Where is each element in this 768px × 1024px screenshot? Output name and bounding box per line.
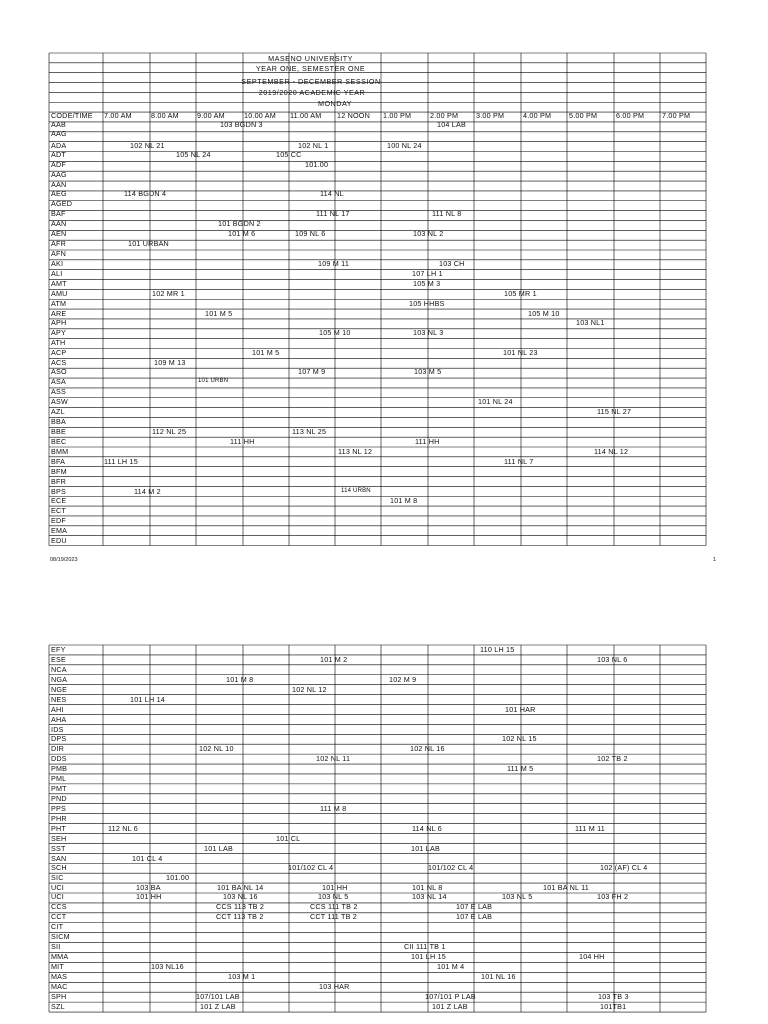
course-code: ACS — [51, 358, 67, 367]
schedule-entry: 110 LH 15 — [480, 645, 515, 654]
schedule-entry: 111 M 5 — [507, 764, 534, 773]
schedule-entry: CCS 111 TB 2 — [310, 902, 358, 911]
course-code: EFY — [51, 645, 66, 654]
schedule-entry: 102 NL 12 — [292, 685, 327, 694]
schedule-entry: 103 NL 5 — [318, 892, 349, 901]
schedule-entry: 103 NL16 — [151, 962, 184, 971]
schedule-entry: 107/101 LAB — [196, 992, 240, 1001]
schedule-entry: 101 LAB — [204, 844, 233, 853]
schedule-entry: 103 M 5 — [414, 367, 442, 376]
schedule-entry: 101 CL 4 — [132, 854, 163, 863]
course-code: AKI — [51, 259, 64, 268]
course-code: AAN — [51, 180, 67, 189]
course-code: AFN — [51, 249, 66, 258]
course-code: BFM — [51, 467, 67, 476]
course-code: CIT — [51, 922, 64, 931]
schedule-entry: 102 NL 16 — [410, 744, 445, 753]
course-code: DPS — [51, 734, 67, 743]
course-code: APH — [51, 318, 67, 327]
schedule-entry: 105 M 3 — [413, 279, 441, 288]
header-10am: 10.00 AM — [244, 111, 276, 120]
course-code: ECT — [51, 506, 66, 515]
header-8am: 8.00 AM — [151, 111, 179, 120]
schedule-entry: 101 URBAN — [128, 239, 169, 248]
schedule-entry: 111 HH — [415, 437, 440, 446]
schedule-entry: 111 HH — [230, 437, 255, 446]
schedule-entry: 102 NL 21 — [130, 141, 165, 150]
course-code: PPS — [51, 804, 66, 813]
session-title: SEPTEMBER - DECEMBER SESSION — [241, 77, 381, 86]
page-number: 1 — [713, 557, 717, 563]
course-code: DIR — [51, 744, 64, 753]
schedule-entry: 101.00 — [305, 160, 329, 169]
schedule-entry: 107 LH 1 — [412, 269, 443, 278]
course-code: AHA — [51, 715, 67, 724]
schedule-entry: 103 BA — [136, 883, 161, 892]
schedule-entry: 103 FH 2 — [597, 892, 629, 901]
course-code: NGE — [51, 685, 68, 694]
course-code: ALI — [51, 269, 63, 278]
schedule-entry: 101TB1 — [600, 1002, 627, 1011]
schedule-entry: 105 M 10 — [319, 328, 351, 337]
schedule-entry: 101.00 — [166, 873, 190, 882]
schedule-entry: 101 M 2 — [320, 655, 348, 664]
schedule-entry: 101 BA NL 11 — [543, 883, 589, 892]
course-code: PHT — [51, 824, 66, 833]
schedule-entry: 103 NL 6 — [597, 655, 628, 664]
course-code: CCS — [51, 902, 67, 911]
schedule-entry: 103 NL 5 — [502, 892, 533, 901]
course-code: BBA — [51, 417, 66, 426]
course-code: APY — [51, 328, 66, 337]
schedule-entry: 113 NL 12 — [338, 447, 373, 456]
schedule-entry: 105 MR 1 — [504, 289, 537, 298]
schedule-entry: 101 M 5 — [252, 348, 280, 357]
schedule-entry: 101 LH 14 — [130, 695, 165, 704]
course-code: SST — [51, 844, 66, 853]
schedule-entry: 101 M 8 — [226, 675, 254, 684]
course-code: AAB — [51, 120, 66, 129]
course-code: BFA — [51, 457, 66, 466]
schedule-entry: 114 M 2 — [134, 487, 161, 496]
schedule-entry: 101 Z LAB — [200, 1002, 236, 1011]
course-code: NGA — [51, 675, 68, 684]
schedule-entry: 114 URBN — [341, 488, 371, 494]
header-11am: 11.00 AM — [290, 111, 322, 120]
header-7am: 7.00 AM — [104, 111, 132, 120]
schedule-entry: CCS 113 TB 2 — [216, 902, 265, 911]
course-code: SEH — [51, 834, 67, 843]
schedule-entry: 101 NL 24 — [478, 397, 513, 406]
course-code: UCI — [51, 883, 64, 892]
schedule-entry: 107 E LAB — [456, 902, 493, 911]
header-5pm: 5.00 PM — [569, 111, 598, 120]
academic-year-title: 2019/2020 ACADEMIC YEAR — [258, 88, 366, 97]
header-3pm: 3.00 PM — [476, 111, 505, 120]
schedule-entry: 111 NL 17 — [316, 209, 350, 218]
schedule-entry: 100 NL 24 — [387, 141, 422, 150]
schedule-entry: 103 HAR — [319, 982, 350, 991]
course-code: AMT — [51, 279, 67, 288]
schedule-entry: 101 M 4 — [437, 962, 465, 971]
course-code: AEN — [51, 229, 67, 238]
course-code: ECE — [51, 496, 67, 505]
schedule-entry: 103 NL 3 — [413, 328, 444, 337]
university-title: MASENO UNIVERSITY — [268, 54, 353, 63]
schedule-entry: 103 NL 16 — [223, 892, 258, 901]
schedule-entry: 111 NL 7 — [504, 457, 534, 466]
schedule-entry: 114 NL 12 — [594, 447, 629, 456]
course-code: SPH — [51, 992, 67, 1001]
course-code: PHR — [51, 814, 67, 823]
schedule-entry: 101 URBN — [198, 378, 229, 384]
course-code: ASA — [51, 377, 66, 386]
schedule-entry: 101 LH 15 — [411, 952, 446, 961]
course-code: BBE — [51, 427, 66, 436]
schedule-entry: 109 M 11 — [318, 259, 350, 268]
course-code: SZL — [51, 1002, 65, 1011]
schedule-entry: 103 TB 3 — [598, 992, 629, 1001]
course-code: CCT — [51, 912, 67, 921]
schedule-entry: 115 NL 27 — [597, 407, 632, 416]
schedule-entry: 104 HH — [579, 952, 605, 961]
schedule-entry: 102 NL 15 — [502, 734, 537, 743]
header-7pm: 7.00 PM — [662, 111, 691, 120]
course-code: AEG — [51, 189, 67, 198]
header-code-time: CODE/TIME — [51, 111, 93, 120]
schedule-entry: 101/102 CL 4 — [428, 863, 474, 872]
course-code: ESE — [51, 655, 66, 664]
course-code: BAF — [51, 209, 66, 218]
schedule-entry: 101 CL — [276, 834, 301, 843]
schedule-entry: 101 LAB — [411, 844, 440, 853]
schedule-entry: 114 NL 6 — [412, 824, 442, 833]
schedule-entry: 101 BA NL 14 — [217, 883, 264, 892]
course-code: NCA — [51, 665, 67, 674]
course-code: NES — [51, 695, 67, 704]
schedule-entry: CII 111 TB 1 — [404, 942, 446, 951]
course-code: AGED — [51, 199, 73, 208]
year-semester-title: YEAR ONE, SEMESTER ONE — [255, 64, 366, 73]
header-4pm: 4.00 PM — [523, 111, 552, 120]
course-code: BFR — [51, 477, 66, 486]
schedule-entry: 111 NL 8 — [432, 209, 462, 218]
course-code: ADT — [51, 150, 66, 159]
schedule-entry: 114 BGDN 4 — [124, 189, 167, 198]
course-code: PMT — [51, 784, 67, 793]
schedule-entry: 103 NL1 — [576, 318, 605, 327]
schedule-entry: 105 M 10 — [528, 309, 560, 318]
schedule-entry: 102 NL 1 — [298, 141, 329, 150]
schedule-entry: 102 (AF) CL 4 — [600, 863, 648, 872]
course-code: SII — [51, 942, 61, 951]
schedule-entry: 111 M 8 — [320, 804, 347, 813]
schedule-entry: 109 M 13 — [154, 358, 186, 367]
course-code: ASO — [51, 367, 67, 376]
course-code: SICM — [51, 932, 70, 941]
course-code: AMU — [51, 289, 68, 298]
course-code: ADA — [51, 141, 67, 150]
footer-date: 08/19/2023 — [50, 557, 78, 563]
course-code: PML — [51, 774, 67, 783]
course-code: MAS — [51, 972, 68, 981]
schedule-entry: 102 M 9 — [389, 675, 417, 684]
schedule-entry: 114 NL — [320, 189, 344, 198]
day-title: MONDAY — [317, 99, 352, 108]
course-code: BMM — [51, 447, 69, 456]
course-code: SCH — [51, 863, 67, 872]
schedule-entry: 103 BGDN 3 — [220, 120, 263, 129]
course-code: ARE — [51, 309, 67, 318]
course-code: BPS — [51, 487, 66, 496]
schedule-entry: 102 NL 11 — [316, 754, 351, 763]
schedule-entry: 107/101 P LAB — [425, 992, 476, 1001]
schedule-entry: 105 HHBS — [409, 299, 445, 308]
course-code: EMA — [51, 526, 68, 535]
course-code: ACP — [51, 348, 67, 357]
course-code: PMB — [51, 764, 68, 773]
schedule-entry: 101 HH — [322, 883, 348, 892]
schedule-entry: 103 CH — [439, 259, 465, 268]
schedule-entry: 101 NL 23 — [503, 348, 538, 357]
schedule-entry: 102 TB 2 — [597, 754, 628, 763]
schedule-entry: 107 M 9 — [298, 367, 326, 376]
schedule-entry: 112 NL 25 — [152, 427, 187, 436]
schedule-entry: 101 NL 16 — [481, 972, 516, 981]
schedule-entry: 101 M 5 — [205, 309, 233, 318]
course-code: AAG — [51, 129, 67, 138]
course-code: ATM — [51, 299, 67, 308]
course-code: MAC — [51, 982, 68, 991]
schedule-entry: 102 NL 10 — [199, 744, 234, 753]
course-code: AAN — [51, 219, 67, 228]
schedule-entry: 102 MR 1 — [152, 289, 185, 298]
course-code: AZL — [51, 407, 65, 416]
schedule-entry: 101 Z LAB — [432, 1002, 468, 1011]
schedule-entry: 109 NL 6 — [295, 229, 326, 238]
schedule-entry: 101 NL 8 — [412, 883, 443, 892]
header-1pm: 1.00 PM — [383, 111, 412, 120]
schedule-entry: 113 NL 25 — [292, 427, 327, 436]
course-code: SAN — [51, 854, 67, 863]
header-12noon: 12 NOON — [337, 111, 370, 120]
course-code: ASS — [51, 387, 66, 396]
header-2pm: 2.00 PM — [430, 111, 459, 120]
course-code: ATH — [51, 338, 66, 347]
schedule-entry: 104 LAB — [437, 120, 466, 129]
course-code: AFR — [51, 239, 66, 248]
course-code: EDU — [51, 536, 67, 545]
course-code: UCI — [51, 892, 64, 901]
header-6pm: 6.00 PM — [616, 111, 645, 120]
course-code: IDS — [51, 725, 64, 734]
schedule-entry: 101 HAR — [505, 705, 536, 714]
schedule-entry: 101 HH — [136, 892, 162, 901]
schedule-entry: 103 NL 2 — [413, 229, 444, 238]
schedule-entry: 101/102 CL 4 — [288, 863, 334, 872]
schedule-entry: CCT 111 TB 2 — [310, 912, 358, 921]
schedule-entry: 103 NL 14 — [412, 892, 447, 901]
course-code: AHI — [51, 705, 64, 714]
schedule-entry: 101 M 6 — [228, 229, 256, 238]
course-code: MMA — [51, 952, 69, 961]
schedule-entry: 111 LH 15 — [104, 457, 138, 466]
schedule-entry: 107 E LAB — [456, 912, 493, 921]
course-code: AAG — [51, 170, 67, 179]
course-code: SIC — [51, 873, 64, 882]
course-code: PND — [51, 794, 67, 803]
course-code: EDF — [51, 516, 66, 525]
course-code: BEC — [51, 437, 67, 446]
schedule-entry: 101 M 8 — [390, 496, 418, 505]
course-code: ASW — [51, 397, 68, 406]
schedule-entry: 101 BGDN 2 — [218, 219, 261, 228]
schedule-entry: 103 M 1 — [228, 972, 256, 981]
course-code: MIT — [51, 962, 64, 971]
schedule-entry: 105 NL 24 — [176, 150, 211, 159]
course-code: DDS — [51, 754, 67, 763]
schedule-entry: 112 NL 6 — [108, 824, 138, 833]
schedule-entry: CCT 113 TB 2 — [216, 912, 264, 921]
course-code: ADF — [51, 160, 66, 169]
schedule-entry: 105 CC — [276, 150, 302, 159]
header-9am: 9.00 AM — [197, 111, 225, 120]
schedule-entry: 111 M 11 — [575, 824, 605, 833]
